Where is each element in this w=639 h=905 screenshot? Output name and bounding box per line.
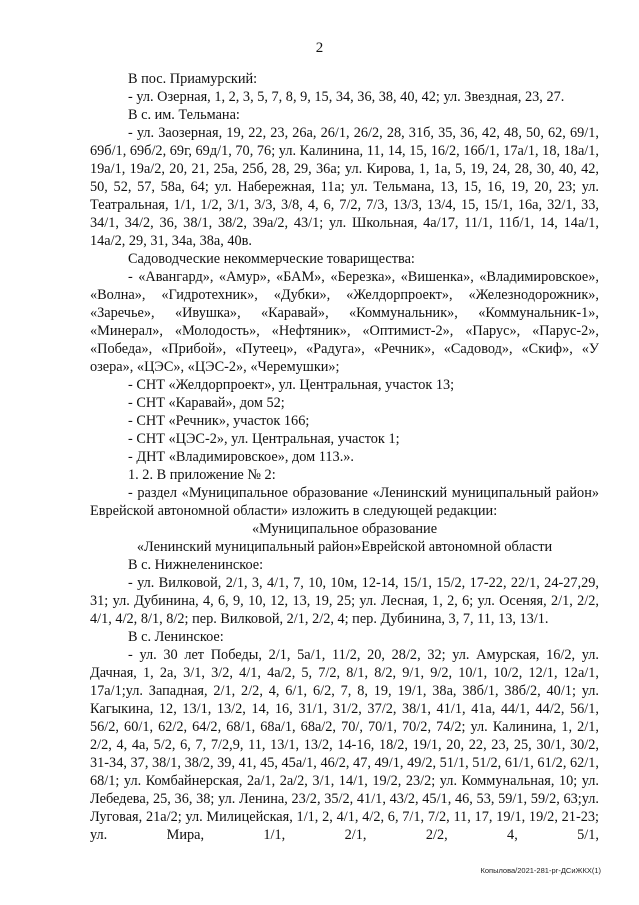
- settlement-heading-nizhneleninskoe: В с. Нижнеленинское:: [128, 557, 264, 573]
- settlement-heading-priamursky: В пос. Приамурский:: [128, 71, 258, 87]
- snt-item: - СНТ «Желдорпроект», ул. Центральная, участок 13;: [128, 377, 455, 393]
- centered-title-line-1: «Муниципальное образование: [251, 521, 438, 537]
- address-list-priamursky: - ул. Озерная, 1, 2, 3, 5, 7, 8, 9, 15, 34, 36, 38, 40, 42; ул. Звездная, 23, 27.: [128, 89, 565, 105]
- page-number: 2: [315, 40, 324, 56]
- address-list-telmana: - ул. Заозерная, 19, 22, 23, 26а, 26/1, 26/2, 28, 31б, 35, 36, 42, 48, 50, 62, 69/1, 69б/1, 69б/2, 69г, 69д/1, 70, 76; ул. Калинина, 11, 14, 15, 16/2, 16б/1, 17а/1, 18, 18а/1, 19а/1, 19а/2, 20, 21, 25а, 25б, 28, 29, 36а; ул. Кирова, 1, 1а, 5, 19, 24, 28, 30, 40, 42, 50, 52, 57, 58а, 64; ул. Набережная, 11а; ул. Тельмана, 13, 15, 16, 19, 20, 23; ул. Театральная, 1/1, 1/2, 3/1, 3/3, 3/8, 4, 6, 7/2, 7/3, 13/3, 13/4, 15, 15/1, 16а, 32/1, 33, 34/1, 34/2, 36, 38/1, 38/2, 39а/2, 43/1; ул. Школьная, 4а/17, 11/1, 11б/1, 14, 14а/1, 14а/2, 29, 31, 34а, 38а, 40в.: [90, 125, 599, 249]
- settlement-heading-telmana: В с. им. Тельмана:: [128, 107, 240, 123]
- dnt-item: - ДНТ «Владимировское», дом 113.».: [128, 449, 354, 465]
- section-heading-appendix-2: 1. 2. В приложение № 2:: [128, 467, 276, 483]
- gardening-partnerships-list: - «Авангард», «Амур», «БАМ», «Березка», «Вишенка», «Владимировское», «Волна», «Гидротехник», «Дубки», «Желдорпроект», «Железнодорожник», «Заречье», «Ивушка», «Каравай», «Коммунальник», «Коммунальник-1», «Минерал», «Молодость», «Нефтяник», «Оптимист-2», «Парус», «Парус-2», «Победа», «Прибой», «Путеец», «Радуга», «Речник», «Садовод», «Скиф», «У озера», «ЦЭС», «ЦЭС-2», «Черемушки»;: [90, 269, 599, 375]
- document-body: [90, 70, 599, 844]
- snt-item: - СНТ «Речник», участок 166;: [128, 413, 310, 429]
- snt-item: - СНТ «ЦЭС-2», ул. Центральная, участок 1;: [128, 431, 400, 447]
- gardening-partnerships-heading: Садоводческие некоммерческие товарищества:: [128, 251, 415, 267]
- address-list-leninskoe: - ул. 30 лет Победы, 2/1, 5а/1, 11/2, 20, 28/2, 32; ул. Амурская, 16/2, ул. Дачная, 1, 2а, 3/1, 3/2, 4/1, 4а/2, 5, 7/2, 8/1, 8/2, 9/1, 9/2, 10/1, 10/2, 12/1, 12а/1, 17а/1;ул. Западная, 2/1, 2/2, 4, 6/1, 6/2, 7, 8, 19, 19/1, 38а, 38б/1, 38б/2, 40/1; ул. Кагыкина, 12, 13/1, 13/2, 14, 16, 31/1, 31/2, 37/2, 38/1, 41/1, 41а, 44/1, 44/2, 56/1, 56/2, 60/1, 62/2, 64/2, 68/1, 68а/1, 68а/2, 70/, 70/1, 70/2, 74/2; ул. Калинина, 1, 2/1, 2/2, 4, 4а, 5/2, 6, 7, 7/2,9, 11, 13/1, 13/2, 14-16, 18/2, 19/1, 20, 22, 23, 25, 30/1, 30/2, 31-34, 37, 38/1, 38/2, 39, 41, 45, 45а/1, 46/2, 47, 49/1, 49/2, 51/1, 51/2, 61/1, 61/2, 62/1, 68/1; ул. Комбайнерская, 2а/1, 2а/2, 3/1, 14/1, 19/2, 23/2; ул. Коммунальная, 10; ул. Лебедева, 25, 36, 38; ул. Ленина, 23/2, 35/2, 41/1, 43/2, 45/1, 46, 53, 59/1, 59/2, 63;ул. Луговая, 21а/2; ул. Милицейская, 1/1, 2, 4/1, 4/2, 6, 7/1, 7/2, 11, 17, 19/1, 19/2, 21-23; ул. Мира, 1/1, 2/1, 2/2, 4, 5/1,: [90, 647, 599, 843]
- snt-item: - СНТ «Каравай», дом 52;: [128, 395, 285, 411]
- settlement-heading-leninskoe: В с. Ленинское:: [128, 629, 224, 645]
- amendment-instruction: - раздел «Муниципальное образование «Ленинский муниципальный район» Еврейской автономной области» изложить в следующей редакции:: [90, 485, 599, 519]
- centered-title-line-2: «Ленинский муниципальный район»Еврейской автономной области: [136, 539, 553, 555]
- address-list-nizhneleninskoe: - ул. Вилковой, 2/1, 3, 4/1, 7, 10, 10м, 12-14, 15/1, 15/2, 17-22, 22/1, 24-27,29, 31; ул. Дубинина, 4, 6, 9, 10, 12, 13, 19, 25; ул. Лесная, 1, 2, 6; ул. Осеняя, 2/1, 2/2, 4/1, 4/2, 8/1, 8/2; пер. Вилковой, 2/1, 2/2, 4; пер. Дубинина, 3, 7, 11, 13, 13/1.: [90, 575, 599, 627]
- footer-document-code: Копылова/2021-281-рг-ДСиЖКХ(1): [480, 866, 601, 875]
